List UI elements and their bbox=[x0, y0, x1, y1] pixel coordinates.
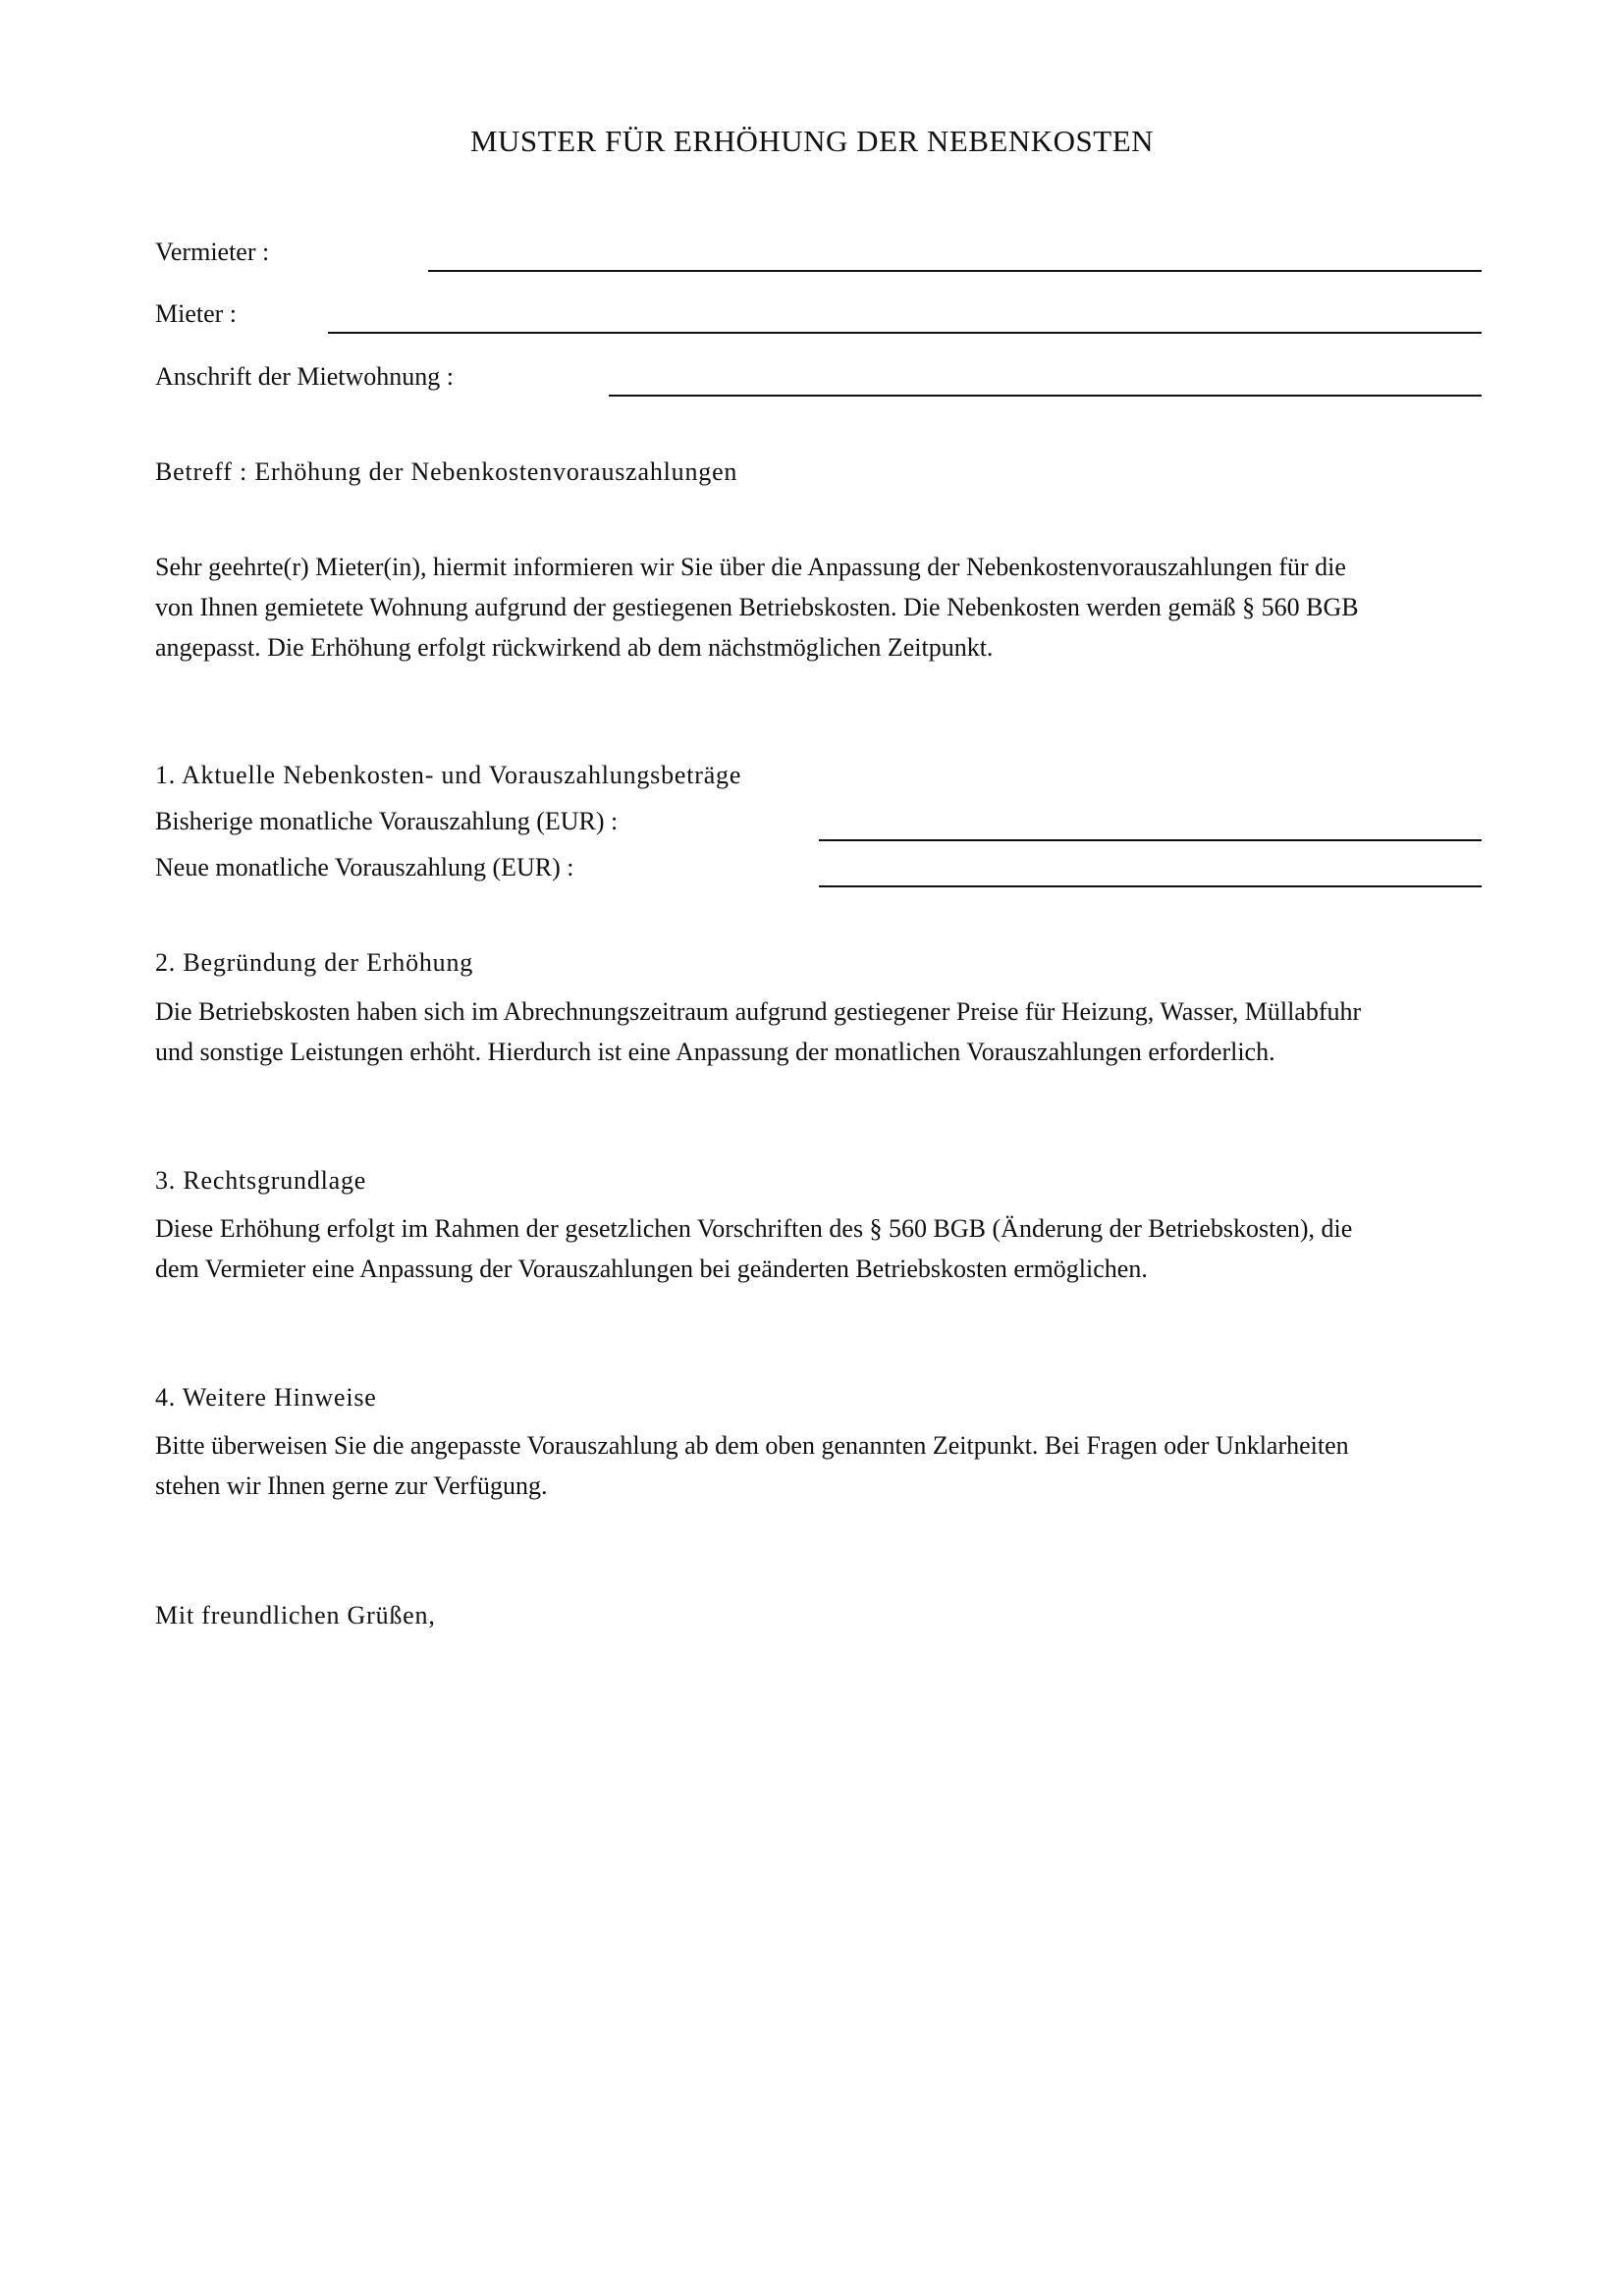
closing-salutation: Mit freundlichen Grüßen, bbox=[155, 1601, 436, 1629]
subject-line: Betreff : Erhöhung der Nebenkostenvorauszahlungen bbox=[155, 457, 738, 486]
intro-line-2: von Ihnen gemietete Wohnung aufgrund der gestiegenen Betriebskosten. Die Nebenkosten werden gemäß § 560 BGB bbox=[155, 593, 1359, 621]
section-1-heading: 1. Aktuelle Nebenkosten- und Vorauszahlungsbeträge bbox=[155, 761, 742, 789]
document-title: MUSTER FÜR ERHÖHUNG DER NEBENKOSTEN bbox=[469, 124, 1155, 158]
new-payment-fill-line[interactable] bbox=[819, 885, 1482, 887]
address-label: Anschrift der Mietwohnung : bbox=[155, 362, 455, 391]
landlord-label: Vermieter : bbox=[155, 238, 270, 266]
section-4-line-1: Bitte überweisen Sie die angepasste Vorauszahlung ab dem oben genannten Zeitpunkt. Bei Fragen oder Unklarheiten bbox=[155, 1431, 1349, 1460]
section-3-paragraph bbox=[155, 1208, 1481, 1289]
section-3-line-2: dem Vermieter eine Anpassung der Vorauszahlungen bei geänderten Betriebskosten ermöglichen. bbox=[155, 1255, 1148, 1283]
landlord-fill-line[interactable] bbox=[428, 270, 1482, 272]
intro-paragraph bbox=[155, 547, 1481, 667]
intro-line-3: angepasst. Die Erhöhung erfolgt rückwirkend ab dem nächstmöglichen Zeitpunkt. bbox=[155, 633, 994, 662]
section-3-heading: 3. Rechtsgrundlage bbox=[155, 1166, 367, 1195]
previous-payment-fill-line[interactable] bbox=[819, 839, 1482, 841]
section-3-line-1: Diese Erhöhung erfolgt im Rahmen der gesetzlichen Vorschriften des § 560 BGB (Änderung der Betriebskosten), die bbox=[155, 1214, 1353, 1243]
section-2-line-2: und sonstige Leistungen erhöht. Hierdurch ist eine Anpassung der monatlichen Vorauszahlungen erforderlich. bbox=[155, 1038, 1275, 1066]
section-4-heading: 4. Weitere Hinweise bbox=[155, 1383, 377, 1412]
section-2-heading: 2. Begründung der Erhöhung bbox=[155, 948, 474, 977]
intro-line-1: Sehr geehrte(r) Mieter(in), hiermit informieren wir Sie über die Anpassung der Nebenkostenvorauszahlungen für die bbox=[155, 553, 1346, 581]
previous-payment-label: Bisherige monatliche Vorauszahlung (EUR) : bbox=[155, 807, 619, 835]
tenant-label: Mieter : bbox=[155, 299, 238, 328]
section-4-paragraph bbox=[155, 1425, 1481, 1506]
address-fill-line[interactable] bbox=[609, 395, 1482, 397]
section-2-line-1: Die Betriebskosten haben sich im Abrechnungszeitraum aufgrund gestiegener Preise für Heizung, Wasser, Müllabfuhr bbox=[155, 997, 1362, 1026]
new-payment-label: Neue monatliche Vorauszahlung (EUR) : bbox=[155, 853, 574, 881]
tenant-fill-line[interactable] bbox=[328, 332, 1482, 334]
section-4-line-2: stehen wir Ihnen gerne zur Verfügung. bbox=[155, 1471, 548, 1500]
section-2-paragraph bbox=[155, 991, 1481, 1072]
